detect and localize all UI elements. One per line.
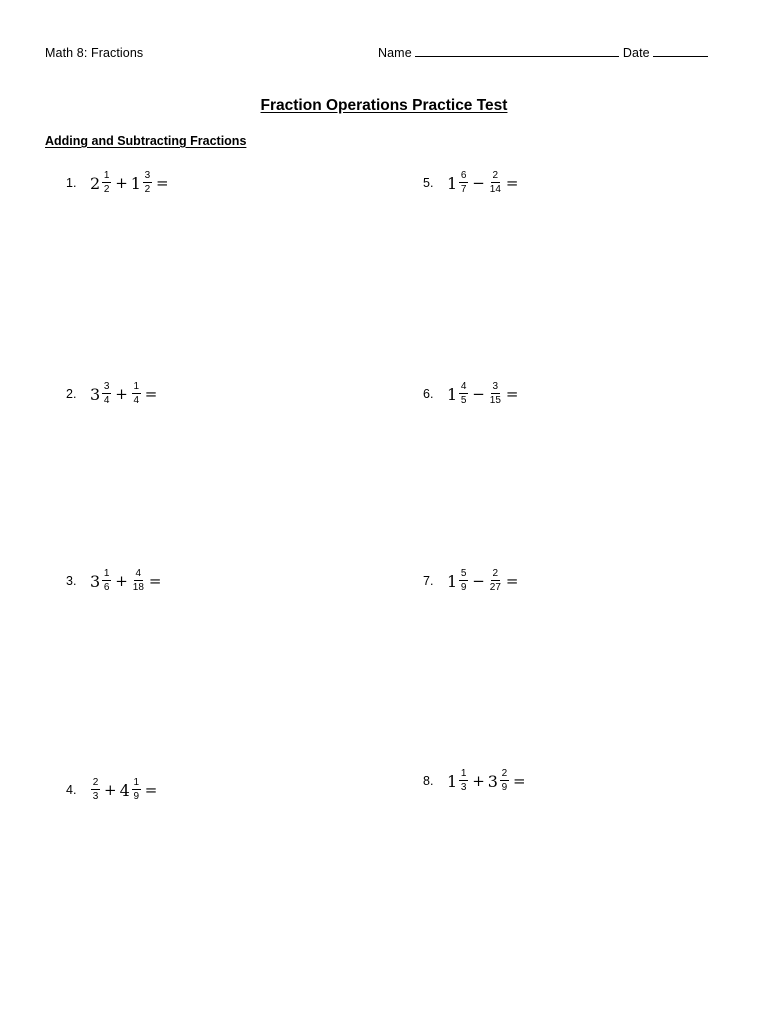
term1-denominator: 7 — [460, 184, 467, 195]
term1-denominator: 5 — [460, 395, 467, 406]
section-heading: Adding and Subtracting Fractions — [45, 134, 247, 148]
problem-6 — [423, 376, 518, 412]
term1-fraction — [91, 778, 100, 802]
operator: + — [104, 781, 117, 799]
term2-numerator: 3 — [492, 381, 499, 392]
problem-number: 3. — [66, 574, 77, 588]
term2-numerator: 2 — [492, 170, 499, 181]
term2-fraction — [132, 778, 141, 802]
problem-8 — [423, 763, 526, 799]
date-blank[interactable] — [653, 46, 708, 57]
term1-numerator: 1 — [103, 170, 110, 181]
equals-sign: = — [144, 781, 158, 799]
term1-whole-number: 1 — [447, 571, 458, 591]
problem-expression — [447, 171, 518, 195]
page-title — [0, 97, 768, 115]
term1-whole-number: 3 — [90, 571, 101, 591]
term1-fraction — [102, 569, 111, 593]
term2-denominator: 15 — [489, 395, 501, 406]
term2-fraction — [489, 382, 502, 406]
term1-numerator: 6 — [460, 170, 467, 181]
term1-whole-number: 1 — [447, 173, 458, 193]
term1-whole-number: 3 — [90, 384, 101, 404]
term2-whole-number: 1 — [130, 173, 141, 193]
problem-expression — [90, 569, 161, 593]
term2-denominator: 2 — [144, 184, 151, 195]
term2-fraction — [500, 769, 509, 793]
problem-5 — [423, 165, 518, 201]
problem-7 — [423, 563, 518, 599]
term2-numerator: 1 — [133, 381, 140, 392]
operator: − — [472, 385, 485, 403]
term1-fraction — [102, 382, 111, 406]
term2-whole-number: 4 — [119, 780, 130, 800]
term1-denominator: 4 — [103, 395, 110, 406]
name-label: Name — [378, 46, 412, 60]
equals-sign: = — [144, 385, 158, 403]
term2-numerator: 1 — [133, 777, 140, 788]
problem-expression — [447, 382, 518, 406]
problem-number: 6. — [423, 387, 434, 401]
term1-denominator: 3 — [460, 782, 467, 793]
term2-fraction — [132, 382, 141, 406]
term2-denominator: 9 — [501, 782, 508, 793]
term1-fraction — [459, 382, 468, 406]
term1-numerator: 4 — [460, 381, 467, 392]
term1-whole-number: 1 — [447, 771, 458, 791]
term1-numerator: 5 — [460, 568, 467, 579]
term1-denominator: 6 — [103, 582, 110, 593]
term1-numerator: 3 — [103, 381, 110, 392]
equals-sign: = — [148, 572, 162, 590]
term1-fraction — [102, 171, 111, 195]
operator: − — [472, 572, 485, 590]
page-title-text: Fraction Operations Practice Test — [260, 97, 508, 114]
term2-whole-number: 3 — [487, 771, 498, 791]
operator: + — [115, 174, 128, 192]
equals-sign: = — [155, 174, 169, 192]
term2-numerator: 2 — [501, 768, 508, 779]
problem-number: 8. — [423, 774, 434, 788]
problem-expression — [90, 382, 157, 406]
problem-expression — [447, 769, 526, 793]
operator: + — [472, 772, 485, 790]
term1-whole-number: 1 — [447, 384, 458, 404]
name-blank[interactable] — [415, 46, 619, 57]
operator: + — [115, 572, 128, 590]
course-label: Math 8: Fractions — [45, 46, 144, 60]
problem-number: 7. — [423, 574, 434, 588]
equals-sign: = — [512, 772, 526, 790]
term2-denominator: 18 — [132, 582, 144, 593]
term1-whole-number: 2 — [90, 173, 101, 193]
problem-number: 1. — [66, 176, 77, 190]
term2-numerator: 2 — [492, 568, 499, 579]
term1-numerator: 1 — [460, 768, 467, 779]
problem-1 — [66, 165, 169, 201]
date-label: Date — [622, 46, 650, 60]
problem-2 — [66, 376, 157, 412]
problem-number: 4. — [66, 783, 77, 797]
term1-numerator: 1 — [103, 568, 110, 579]
term2-denominator: 27 — [489, 582, 501, 593]
term2-fraction — [489, 171, 502, 195]
problem-4 — [66, 772, 157, 808]
term2-numerator: 3 — [144, 170, 151, 181]
term1-fraction — [459, 569, 468, 593]
term1-fraction — [459, 171, 468, 195]
term2-fraction — [132, 569, 145, 593]
problem-expression — [447, 569, 518, 593]
term1-denominator: 2 — [103, 184, 110, 195]
term1-fraction — [459, 769, 468, 793]
term2-denominator: 4 — [133, 395, 140, 406]
problem-expression — [90, 778, 157, 802]
term2-fraction — [143, 171, 152, 195]
term1-denominator: 3 — [92, 791, 99, 802]
term2-denominator: 14 — [489, 184, 501, 195]
operator: − — [472, 174, 485, 192]
problem-3 — [66, 563, 161, 599]
term1-numerator: 2 — [92, 777, 99, 788]
term2-fraction — [489, 569, 502, 593]
term2-numerator: 4 — [135, 568, 142, 579]
problem-number: 5. — [423, 176, 434, 190]
equals-sign: = — [505, 572, 519, 590]
equals-sign: = — [505, 385, 519, 403]
operator: + — [115, 385, 128, 403]
term2-denominator: 9 — [133, 791, 140, 802]
name-date-line — [378, 46, 708, 60]
problem-number: 2. — [66, 387, 77, 401]
problem-expression — [90, 171, 169, 195]
term1-denominator: 9 — [460, 582, 467, 593]
equals-sign: = — [505, 174, 519, 192]
